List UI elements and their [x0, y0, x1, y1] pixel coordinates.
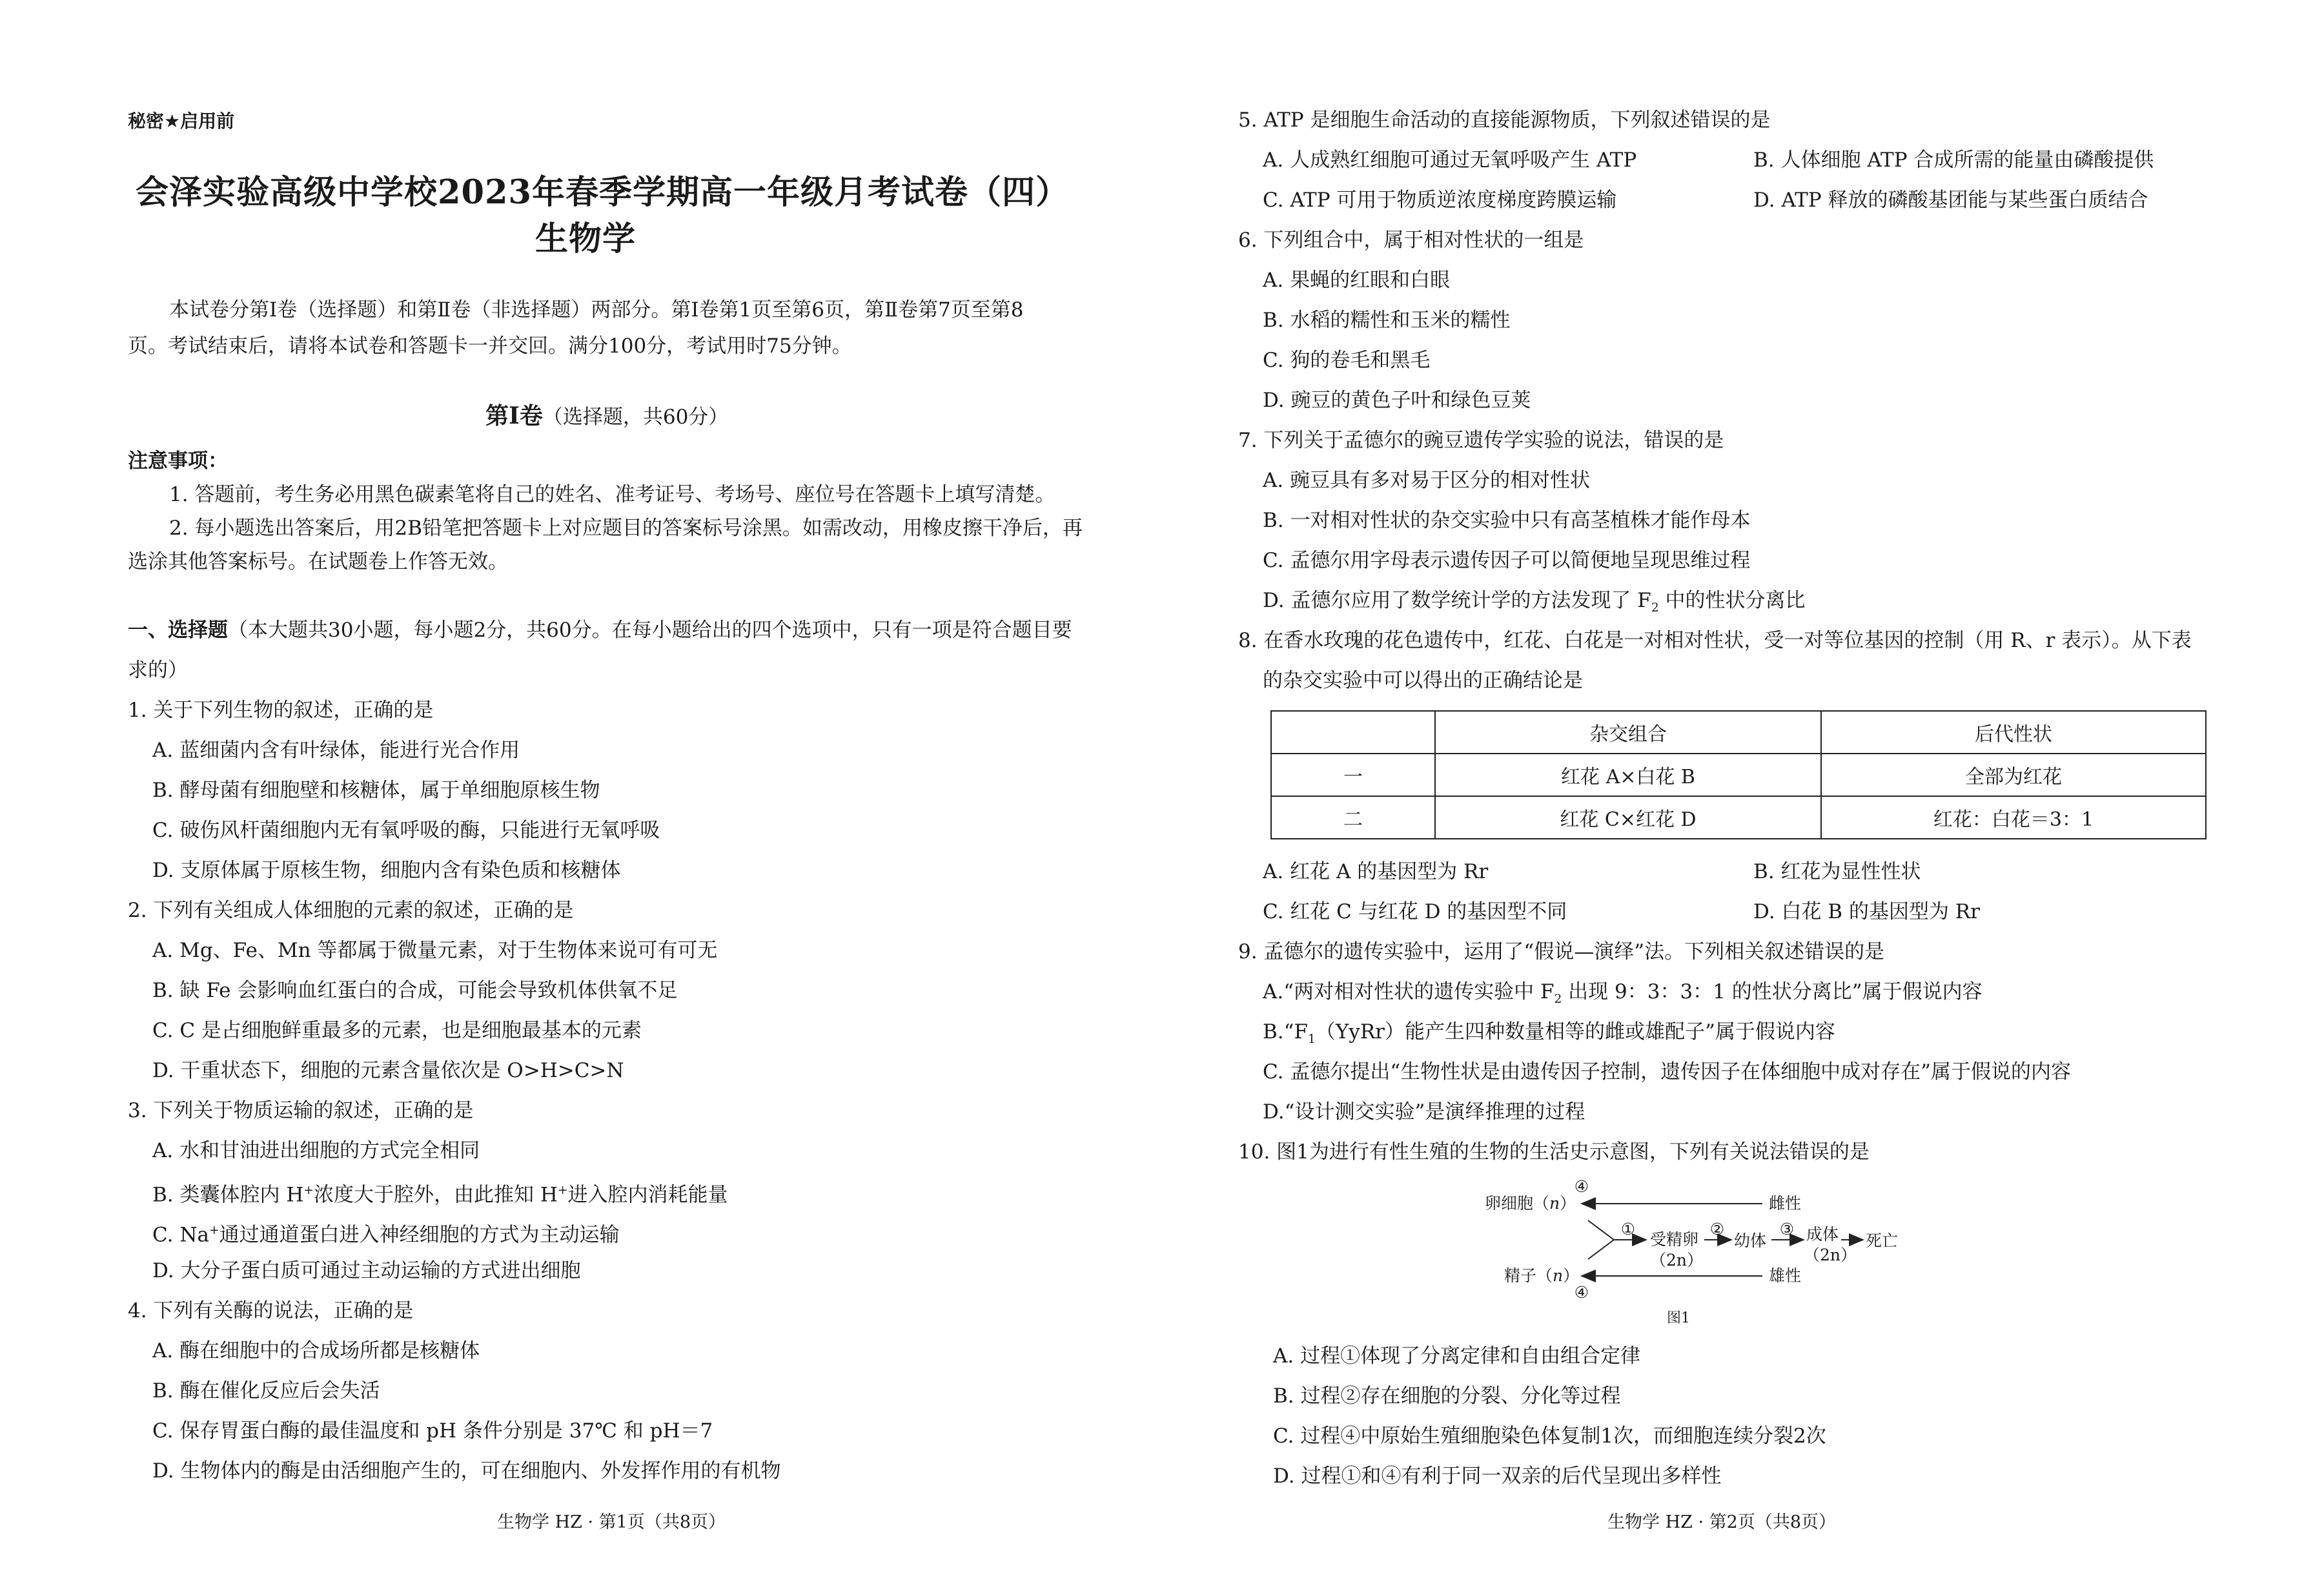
option: C. 孟德尔用字母表示遗传因子可以简便地呈现思维过程 — [1263, 549, 1751, 572]
table-row — [1271, 796, 2206, 839]
table-row — [1271, 754, 2206, 796]
section-heading — [128, 617, 1072, 643]
option: C. 过程④中原始生殖细胞染色体复制1次，而细胞连续分裂2次 — [1273, 1424, 1826, 1448]
option-text: 出现 9：3：3：1 的性状分离比”属于假说内容 — [1562, 980, 1983, 1003]
option: B. 水稻的糯性和玉米的糯性 — [1263, 309, 1511, 332]
diagram-process-label: ④ — [1574, 1283, 1589, 1302]
option-text: （YyRr）能产生四种数量相等的雌或雄配子”属于假说内容 — [1315, 1020, 1835, 1043]
option: B. 缺 Fe 会影响血红蛋白的合成，可能会导致机体供氧不足 — [152, 979, 678, 1002]
option — [1263, 979, 1983, 1012]
table-header: 后代性状 — [1821, 711, 2206, 754]
part-heading-bold: 第Ⅰ卷 — [485, 402, 543, 429]
option: D. 白花 B 的基因型为 Rr — [1753, 900, 1980, 923]
option: D. 大分子蛋白质可通过主动运输的方式进出细胞 — [152, 1259, 581, 1282]
part-heading-note: （选择题，共60分） — [542, 406, 729, 429]
option: A. 人成熟红细胞可通过无氧呼吸产生 ATP — [1263, 149, 1637, 172]
option-text: A.“两对相对性状的遗传实验中 F — [1263, 980, 1554, 1003]
diagram-process-label: ③ — [1779, 1220, 1795, 1238]
option-text: B. 类囊体腔内 H — [152, 1183, 304, 1207]
question-4: 4. 下列有关酶的说法，正确的是 — [128, 1299, 414, 1322]
connector-line — [1588, 1240, 1614, 1259]
option-text: 通过通道蛋白进入神经细胞的方式为主动运输 — [219, 1223, 620, 1247]
option: C. ATP 可用于物质逆浓度梯度跨膜运输 — [1263, 189, 1617, 212]
diagram-adult-label: 成体 — [1806, 1225, 1839, 1244]
table-cell: 全部为红花 — [1821, 754, 2206, 796]
table-header: 杂交组合 — [1435, 711, 1821, 754]
option-text: C. Na — [152, 1223, 209, 1247]
section-heading: 求的） — [128, 659, 188, 682]
option-text: 浓度大于腔外，由此推知 H — [313, 1183, 558, 1207]
option: D. ATP 释放的磷酸基团能与某些蛋白质结合 — [1753, 189, 2148, 212]
option: A. 酶在细胞中的合成场所都是核糖体 — [152, 1339, 480, 1362]
option: B. 过程②存在细胞的分裂、分化等过程 — [1273, 1384, 1621, 1408]
option — [1263, 1019, 1835, 1053]
note-item: 1. 答题前，考生务必用黑色碳素笔将自己的姓名、准考证号、考场号、座位号在答题卡上填写清楚。 — [169, 483, 1055, 506]
exam-subject: 生物学 — [535, 220, 637, 258]
section-heading-note: （本大题共30小题，每小题2分，共60分。在每小题给出的四个选项中，只有一项是符合题目要 — [228, 619, 1072, 642]
option: D. 过程①和④有利于同一双亲的后代呈现出多样性 — [1273, 1465, 1722, 1488]
option: D.“设计测交实验”是演绎推理的过程 — [1263, 1100, 1585, 1124]
table-cell: 红花 A×白花 B — [1435, 754, 1821, 796]
table-header-row — [1271, 711, 2206, 754]
superscript: + — [557, 1184, 568, 1197]
diagram-egg-label: 卵细胞（n） — [1485, 1194, 1576, 1213]
option: C. C 是占细胞鲜重最多的元素，也是细胞最基本的元素 — [152, 1019, 642, 1042]
superscript: + — [303, 1184, 314, 1197]
part-heading — [485, 403, 728, 430]
option: B. 一对相对性状的杂交实验中只有高茎植株才能作母本 — [1263, 509, 1751, 532]
diagram-larva-label: 幼体 — [1734, 1231, 1767, 1250]
option: C. 破伤风杆菌细胞内无有氧呼吸的酶，只能进行无氧呼吸 — [152, 819, 660, 842]
table-header — [1271, 711, 1435, 754]
cross-table — [1270, 710, 2207, 839]
option-text: B.“F — [1263, 1020, 1308, 1043]
connector-line — [1588, 1220, 1614, 1240]
diagram-ploidy-label: （2n） — [1804, 1246, 1857, 1264]
diagram-ploidy-label: （2n） — [1650, 1251, 1704, 1269]
question-3: 3. 下列关于物质运输的叙述，正确的是 — [128, 1099, 474, 1122]
option: D. 支原体属于原核生物，细胞内含有染色质和核糖体 — [152, 859, 621, 882]
question-7: 7. 下列关于孟德尔的豌豆遗传学实验的说法，错误的是 — [1238, 429, 1724, 452]
diagram-zygote-label: 受精卵 — [1650, 1230, 1699, 1249]
diagram-process-label: ④ — [1574, 1177, 1589, 1196]
diagram-death-label: 死亡 — [1866, 1231, 1899, 1250]
superscript: + — [209, 1224, 219, 1237]
option-text: 中的性状分离比 — [1658, 589, 1806, 612]
option: D. 生物体内的酶是由活细胞产生的，可在细胞内、外发挥作用的有机物 — [152, 1459, 781, 1483]
option: A. 豌豆具有多对易于区分的相对性状 — [1263, 469, 1591, 492]
option: C. 保存胃蛋白酶的最佳温度和 pH 条件分别是 37℃ 和 pH＝7 — [152, 1419, 713, 1443]
option: B. 红花为显性性状 — [1753, 860, 1921, 883]
option — [152, 1218, 620, 1248]
option: A. Mg、Fe、Mn 等都属于微量元素，对于生物体来说可有可无 — [152, 939, 718, 962]
option: B. 人体细胞 ATP 合成所需的能量由磷酸提供 — [1753, 149, 2154, 172]
question-2: 2. 下列有关组成人体细胞的元素的叙述，正确的是 — [128, 899, 574, 922]
diagram-male-label: 雄性 — [1769, 1266, 1802, 1285]
life-cycle-diagram — [1485, 1170, 1899, 1331]
question-1: 1. 关于下列生物的叙述，正确的是 — [128, 699, 434, 722]
option: B. 酶在催化反应后会失活 — [152, 1379, 380, 1403]
intro-text: 本试卷分第Ⅰ卷（选择题）和第Ⅱ卷（非选择题）两部分。第Ⅰ卷第1页至第6页，第Ⅱ卷第7页至第8 — [169, 298, 1024, 322]
option: A. 过程①体现了分离定律和自由组合定律 — [1273, 1344, 1641, 1368]
option: C. 狗的卷毛和黑毛 — [1263, 349, 1431, 372]
option — [1263, 588, 1806, 621]
section-heading-bold: 一、选择题 — [128, 619, 228, 642]
question-5: 5. ATP 是细胞生命活动的直接能源物质，下列叙述错误的是 — [1238, 108, 1771, 132]
note-item: 选涂其他答案标号。在试题卷上作答无效。 — [128, 550, 508, 573]
confidential-mark: 秘密★启用前 — [128, 110, 235, 132]
table-cell: 一 — [1271, 754, 1435, 796]
page-footer: 生物学 HZ · 第1页（共8页） — [497, 1512, 726, 1532]
diagram-process-label: ② — [1709, 1220, 1725, 1238]
option-text: 进入腔内消耗能量 — [567, 1183, 728, 1207]
intro-text: 页。考试结束后，请将本试卷和答题卡一并交回。满分100分，考试用时75分钟。 — [128, 334, 852, 358]
option: A. 果蝇的红眼和白眼 — [1263, 269, 1451, 292]
option: A. 水和甘油进出细胞的方式完全相同 — [152, 1139, 480, 1162]
option: D. 干重状态下，细胞的元素含量依次是 O>H>C>N — [152, 1059, 624, 1082]
question-8: 8. 在香水玫瑰的花色遗传中，红花、白花是一对相对性状，受一对等位基因的控制（用 R、r 表示）。从下表 — [1238, 629, 2192, 652]
option: B. 酵母菌有细胞壁和核糖体，属于单细胞原核生物 — [152, 779, 600, 802]
subscript: 2 — [1554, 992, 1562, 1007]
page-2 — [1162, 0, 2324, 1593]
subscript: 1 — [1308, 1033, 1316, 1047]
diagram-sperm-label: 精子（n） — [1504, 1266, 1580, 1285]
question-6: 6. 下列组合中，属于相对性状的一组是 — [1238, 229, 1584, 252]
page-footer: 生物学 HZ · 第2页（共8页） — [1607, 1512, 1836, 1532]
option: A. 红花 A 的基因型为 Rr — [1263, 860, 1489, 883]
notes-title: 注意事项： — [128, 449, 228, 473]
option: C. 红花 C 与红花 D 的基因型不同 — [1263, 900, 1567, 923]
option: A. 蓝细菌内含有叶绿体，能进行光合作用 — [152, 739, 520, 762]
table-cell: 二 — [1271, 796, 1435, 839]
option — [152, 1178, 728, 1208]
option: C. 孟德尔提出“生物性状是由遗传因子控制，遗传因子在体细胞中成对存在”属于假说的内容 — [1263, 1060, 2072, 1084]
diagram-female-label: 雌性 — [1769, 1194, 1802, 1213]
table-cell: 红花：白花＝3：1 — [1821, 796, 2206, 839]
note-item: 2. 每小题选出答案后，用2B铅笔把答题卡上对应题目的答案标号涂黑。如需改动，用橡皮擦干净后，再 — [169, 517, 1083, 540]
diagram-process-label: ① — [1620, 1220, 1636, 1238]
exam-title: 会泽实验高级中学校2023年春季学期高一年级月考试卷（四） — [136, 173, 1069, 212]
question-8: 的杂交实验中可以得出的正确结论是 — [1263, 669, 1583, 692]
question-10: 10. 图1为进行有性生殖的生物的生活史示意图，下列有关说法错误的是 — [1238, 1140, 1870, 1164]
option: D. 豌豆的黄色子叶和绿色豆荚 — [1263, 389, 1531, 412]
question-9: 9. 孟德尔的遗传实验中，运用了“假说—演绎”法。下列相关叙述错误的是 — [1238, 940, 1885, 963]
subscript: 2 — [1651, 601, 1659, 615]
figure-caption: 图1 — [1667, 1310, 1690, 1326]
table-cell: 红花 C×红花 D — [1435, 796, 1821, 839]
option-text: D. 孟德尔应用了数学统计学的方法发现了 F — [1263, 589, 1651, 612]
